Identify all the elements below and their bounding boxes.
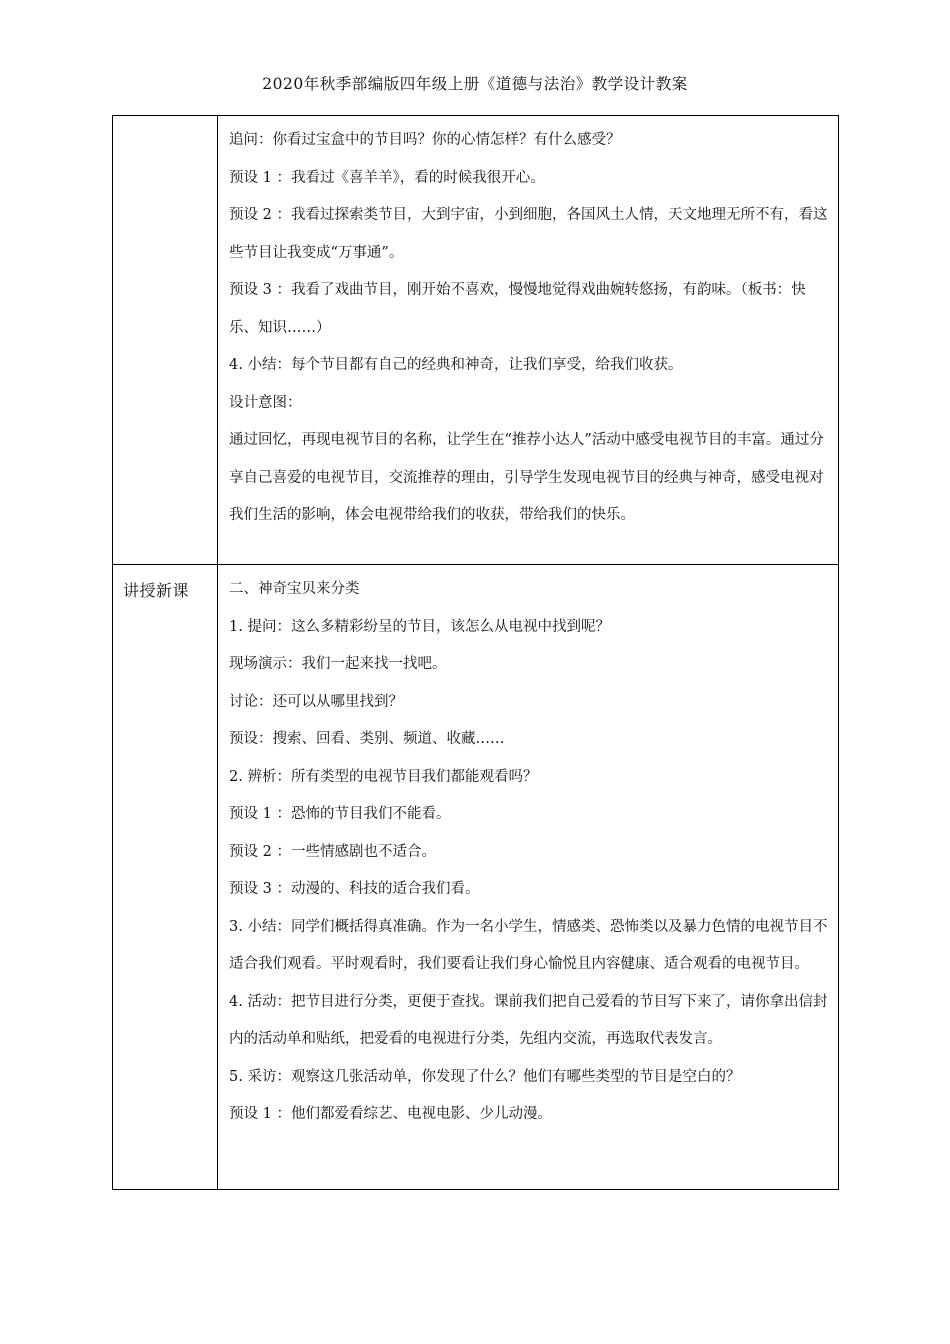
paragraph: 4. 活动：把节目进行分类，更便于查找。课前我们把自己爱看的节目写下来了，请你拿出信封内的活动单和贴纸，把爱看的电视进行分类，先组内交流，再选取代表发言。 [229, 993, 828, 1047]
paragraph: 设计意图： [229, 394, 302, 411]
paragraph: 预设：搜索、回看、类别、频道、收藏…… [229, 731, 505, 747]
row-content-cell [218, 565, 839, 1190]
paragraph: 4. 小结：每个节目都有自己的经典和神奇，让我们享受，给我们收获。 [229, 357, 683, 373]
paragraph: 预设 2 ：我看过探索类节目，大到宇宙，小到细胞，各国风土人情，天文地理无所不有，看这些节目让我变成“万事通”。 [229, 207, 828, 261]
table-row [113, 116, 839, 565]
paragraph: 2. 辨析：所有类型的电视节目我们都能观看吗？ [229, 768, 538, 785]
paragraph: 二、神奇宝贝来分类 [229, 581, 360, 597]
row-content-cell [218, 116, 839, 565]
paragraph: 追问：你看过宝盒中的节目吗？你的心情怎样？有什么感受？ [229, 132, 621, 148]
lesson-plan-table [112, 115, 839, 1190]
paragraph: 预设 3 ：动漫的、科技的适合我们看。 [229, 881, 480, 897]
paragraph: 预设 1 ：我看过《喜羊羊》，看的时候我很开心。 [229, 169, 545, 186]
paragraph: 通过回忆，再现电视节目的名称，让学生在“推荐小达人”活动中感受电视节目的丰富。通过分享自己喜爱的电视节目，交流推荐的理由，引导学生发现电视节目的经典与神奇，感受电视对我们生活的影响，体会电视带给我们的收获，带给我们的快乐。 [229, 432, 824, 523]
paragraph: 1. 提问：这么多精彩纷呈的节目，该怎么从电视中找到呢？ [229, 618, 610, 635]
row-label-cell [113, 116, 218, 565]
paragraph: 现场演示：我们一起来找一找吧。 [229, 656, 447, 672]
paragraph: 讨论：还可以从哪里找到？ [229, 693, 403, 710]
document-title: 2020年秋季部编版四年级上册《道德与法治》教学设计教案 [262, 75, 688, 93]
row-label: 讲授新课 [123, 581, 190, 600]
paragraph: 预设 3 ：我看了戏曲节目，刚开始不喜欢，慢慢地觉得戏曲婉转悠扬，有韵味。（板书：快乐、知识……） [229, 282, 806, 336]
paragraph: 预设 1 ：恐怖的节目我们不能看。 [229, 806, 451, 822]
paragraph: 5. 采访：观察这几张活动单，你发现了什么？他们有哪些类型的节目是空白的？ [229, 1068, 741, 1085]
table-row [113, 565, 839, 1190]
row-label-cell [113, 565, 218, 1190]
paragraph: 3. 小结：同学们概括得真准确。作为一名小学生，情感类、恐怖类以及暴力色情的电视节目不适合我们观看。平时观看时，我们要看让我们身心愉悦且内容健康、适合观看的电视节目。 [229, 918, 828, 972]
paragraph: 预设 1 ：他们都爱看综艺、电视电影、少儿动漫。 [229, 1106, 552, 1122]
paragraph: 预设 2 ：一些情感剧也不适合。 [229, 843, 436, 860]
row-label [113, 116, 217, 129]
